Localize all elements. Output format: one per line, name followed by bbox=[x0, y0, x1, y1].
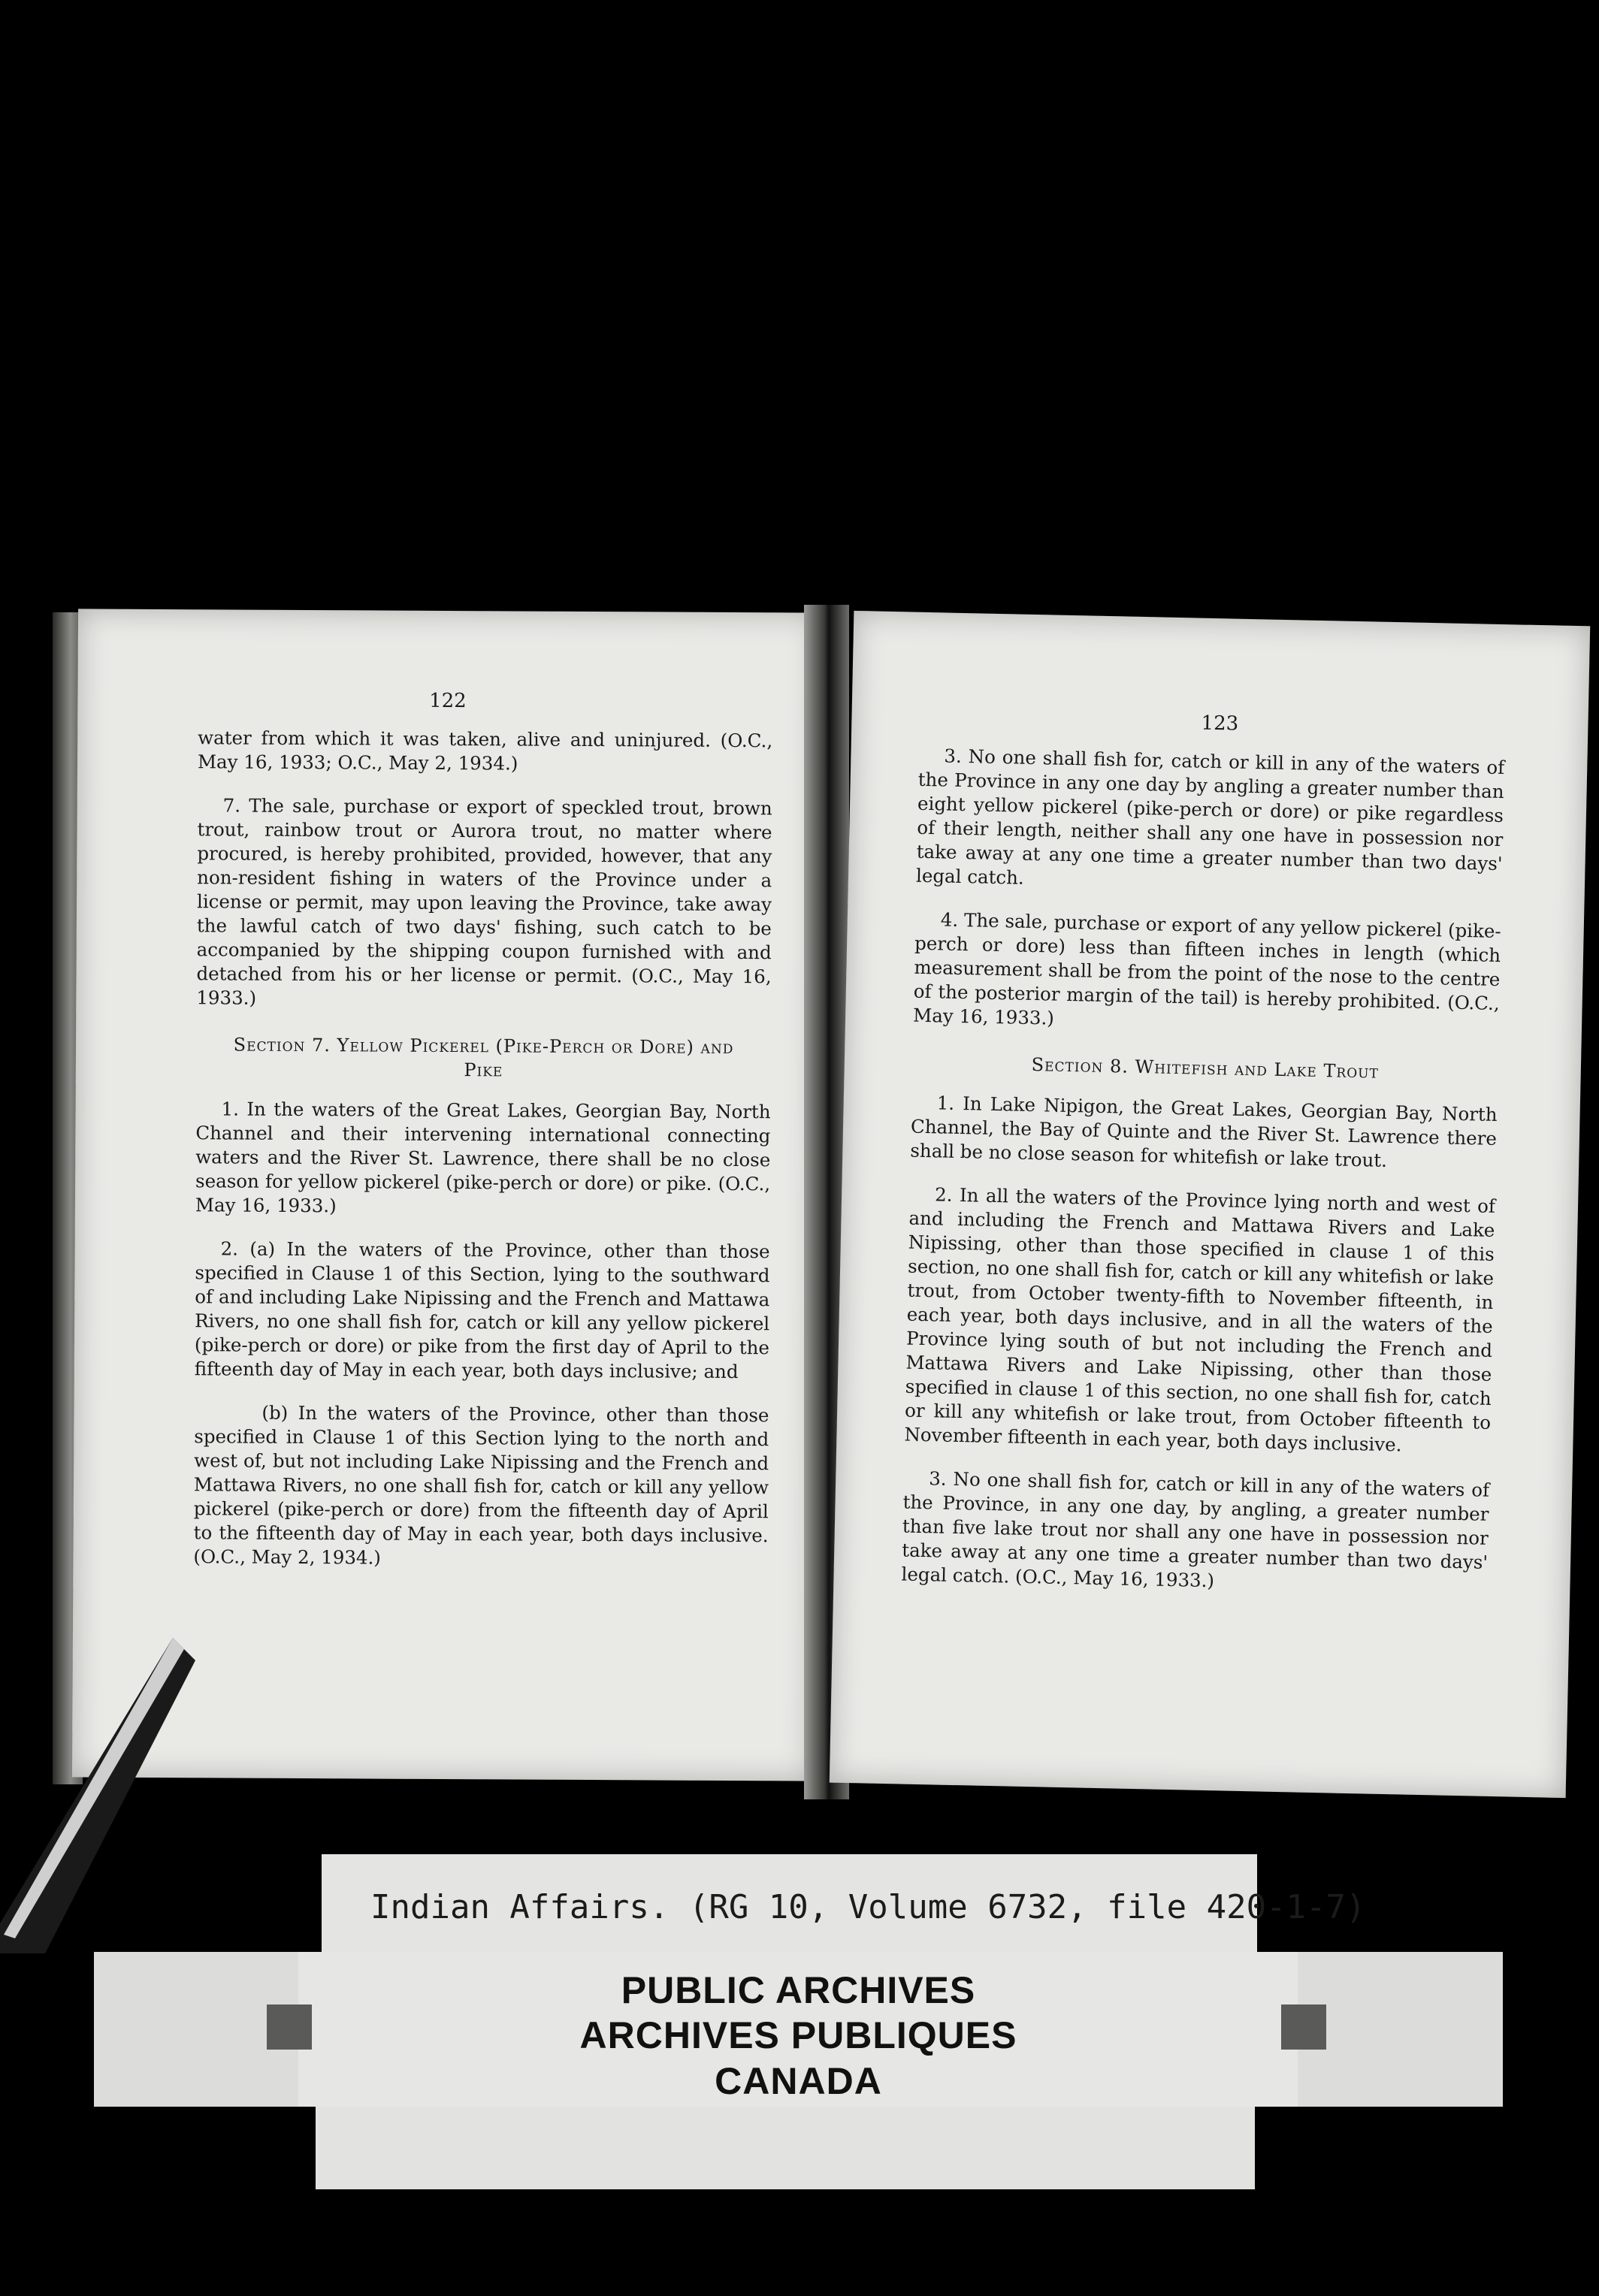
section-heading: Section 7. Yellow Pickerel (Pike-Perch or Dore) and Pike bbox=[233, 1034, 734, 1081]
paragraph: water from which it was taken, alive and uninjured. (O.C., May 16, 1933; O.C., May 2, 1934.) bbox=[197, 727, 773, 775]
paragraph: 3. No one shall fish for, catch or kill in any of the waters of the Province, in any one day, by angling, a greater number than five lake trout nor shall any one have in possession nor take away at any one time a greater number than two days' legal catch. (O.C., May 16, 1933.) bbox=[901, 1467, 1490, 1592]
bottom-card bbox=[316, 2107, 1255, 2189]
left-page bbox=[72, 609, 818, 1781]
archive-reference: Indian Affairs. (RG 10, Volume 6732, file 420-1-7) bbox=[370, 1888, 1366, 1926]
stamp-line-country: CANADA bbox=[715, 2060, 882, 2102]
page-text bbox=[833, 742, 1587, 1600]
pen-tip-icon bbox=[0, 1638, 195, 1953]
paragraph: 2. In all the waters of the Province lying north and west of and including the French and Mattawa Rivers and Lake Nipissing, other than those specified in clause 1 of this section, no one shall fish for, catch or kill any whitefish or lake trout, from October twenty-fifth to November fifteenth, in each year, both days inclusive, and in all the waters of the Province lying south of but not including the French and Mattawa Rivers and Lake Nipissing, other than those specified in clause 1 of this section, no one shall fish for, catch or kill any whitefish or lake trout, from October fifteenth to November fifteenth in each year, both days inclusive. bbox=[904, 1183, 1496, 1456]
page-text bbox=[73, 725, 818, 1572]
paragraph: 4. The sale, purchase or export of any yellow pickerel (pike-perch or dore) less than fifteen inches in length (which measurement shall be from the point of the nose to the centre of the posterior margin of the tail) is hereby prohibited. (O.C., May 16, 1933.) bbox=[912, 908, 1502, 1029]
paragraph: 1. In the waters of the Great Lakes, Georgian Bay, North Channel and their intervening international connecting waters and the River St. Lawrence, there shall be no close season for yellow pickerel (pike-perch or dore) or pike. (O.C., May 16, 1933.) bbox=[195, 1098, 771, 1217]
section-heading: Section 8. Whitefish and Lake Trout bbox=[1031, 1053, 1380, 1083]
paragraph: 2. (a) In the waters of the Province, other than those specified in Clause 1 of this Section, lying to the southward of and including Lake Nipissing and the French and Mattawa Rivers, no one shall fish for, catch or kill any yellow pickerel (pike-perch or dore) or pike from the first day of April to the fifteenth day of May in each year, both days inclusive; and bbox=[194, 1237, 770, 1383]
archive-stamp bbox=[94, 1952, 1503, 2107]
paragraph: 3. No one shall fish for, catch or kill in any of the waters of the Province in any one day by angling a greater number than eight yellow pickerel (pike-perch or dore) or pike regardless of their length, neither shall any one have in possession nor take away at any one time a greater number than two days' legal catch. bbox=[915, 745, 1505, 889]
open-book bbox=[53, 605, 1548, 1807]
page-number: 123 bbox=[1201, 711, 1239, 736]
paragraph: 1. In Lake Nipigon, the Great Lakes, Georgian Bay, North Channel, the Bay of Quinte and the River St. Lawrence there shall be no close season for whitefish or lake trout. bbox=[910, 1092, 1498, 1171]
right-page bbox=[830, 611, 1590, 1798]
paragraph: 7. The sale, purchase or export of speckled trout, brown trout, rainbow trout or Aurora trout, no matter where procured, is hereby prohibited, provided, however, that any non-resident fishing in waters of the Province under a license or permit, may upon leaving the Province, take away the lawful catch of two days' fishing, such catch to be accompanied by the shipping coupon furnished with and detached from his or her license or permit. (O.C., May 16, 1933.) bbox=[196, 794, 772, 1009]
stamp-line-english: PUBLIC ARCHIVES bbox=[621, 1969, 976, 2011]
archive-reference-card bbox=[322, 1854, 1366, 1952]
page-number: 122 bbox=[429, 689, 467, 713]
paragraph: (b) In the waters of the Province, other than those specified in Clause 1 of this Section lying to the north and west of, but not including Lake Nipissing and the French and Mattawa Rivers, no one shall fish for, catch or kill any yellow pickerel (pike-perch or dore) from the fifteenth day of April to the fifteenth day of May in each year, both days inclusive. (O.C., May 2, 1934.) bbox=[193, 1401, 769, 1569]
stamp-line-french: ARCHIVES PUBLIQUES bbox=[579, 2014, 1017, 2056]
